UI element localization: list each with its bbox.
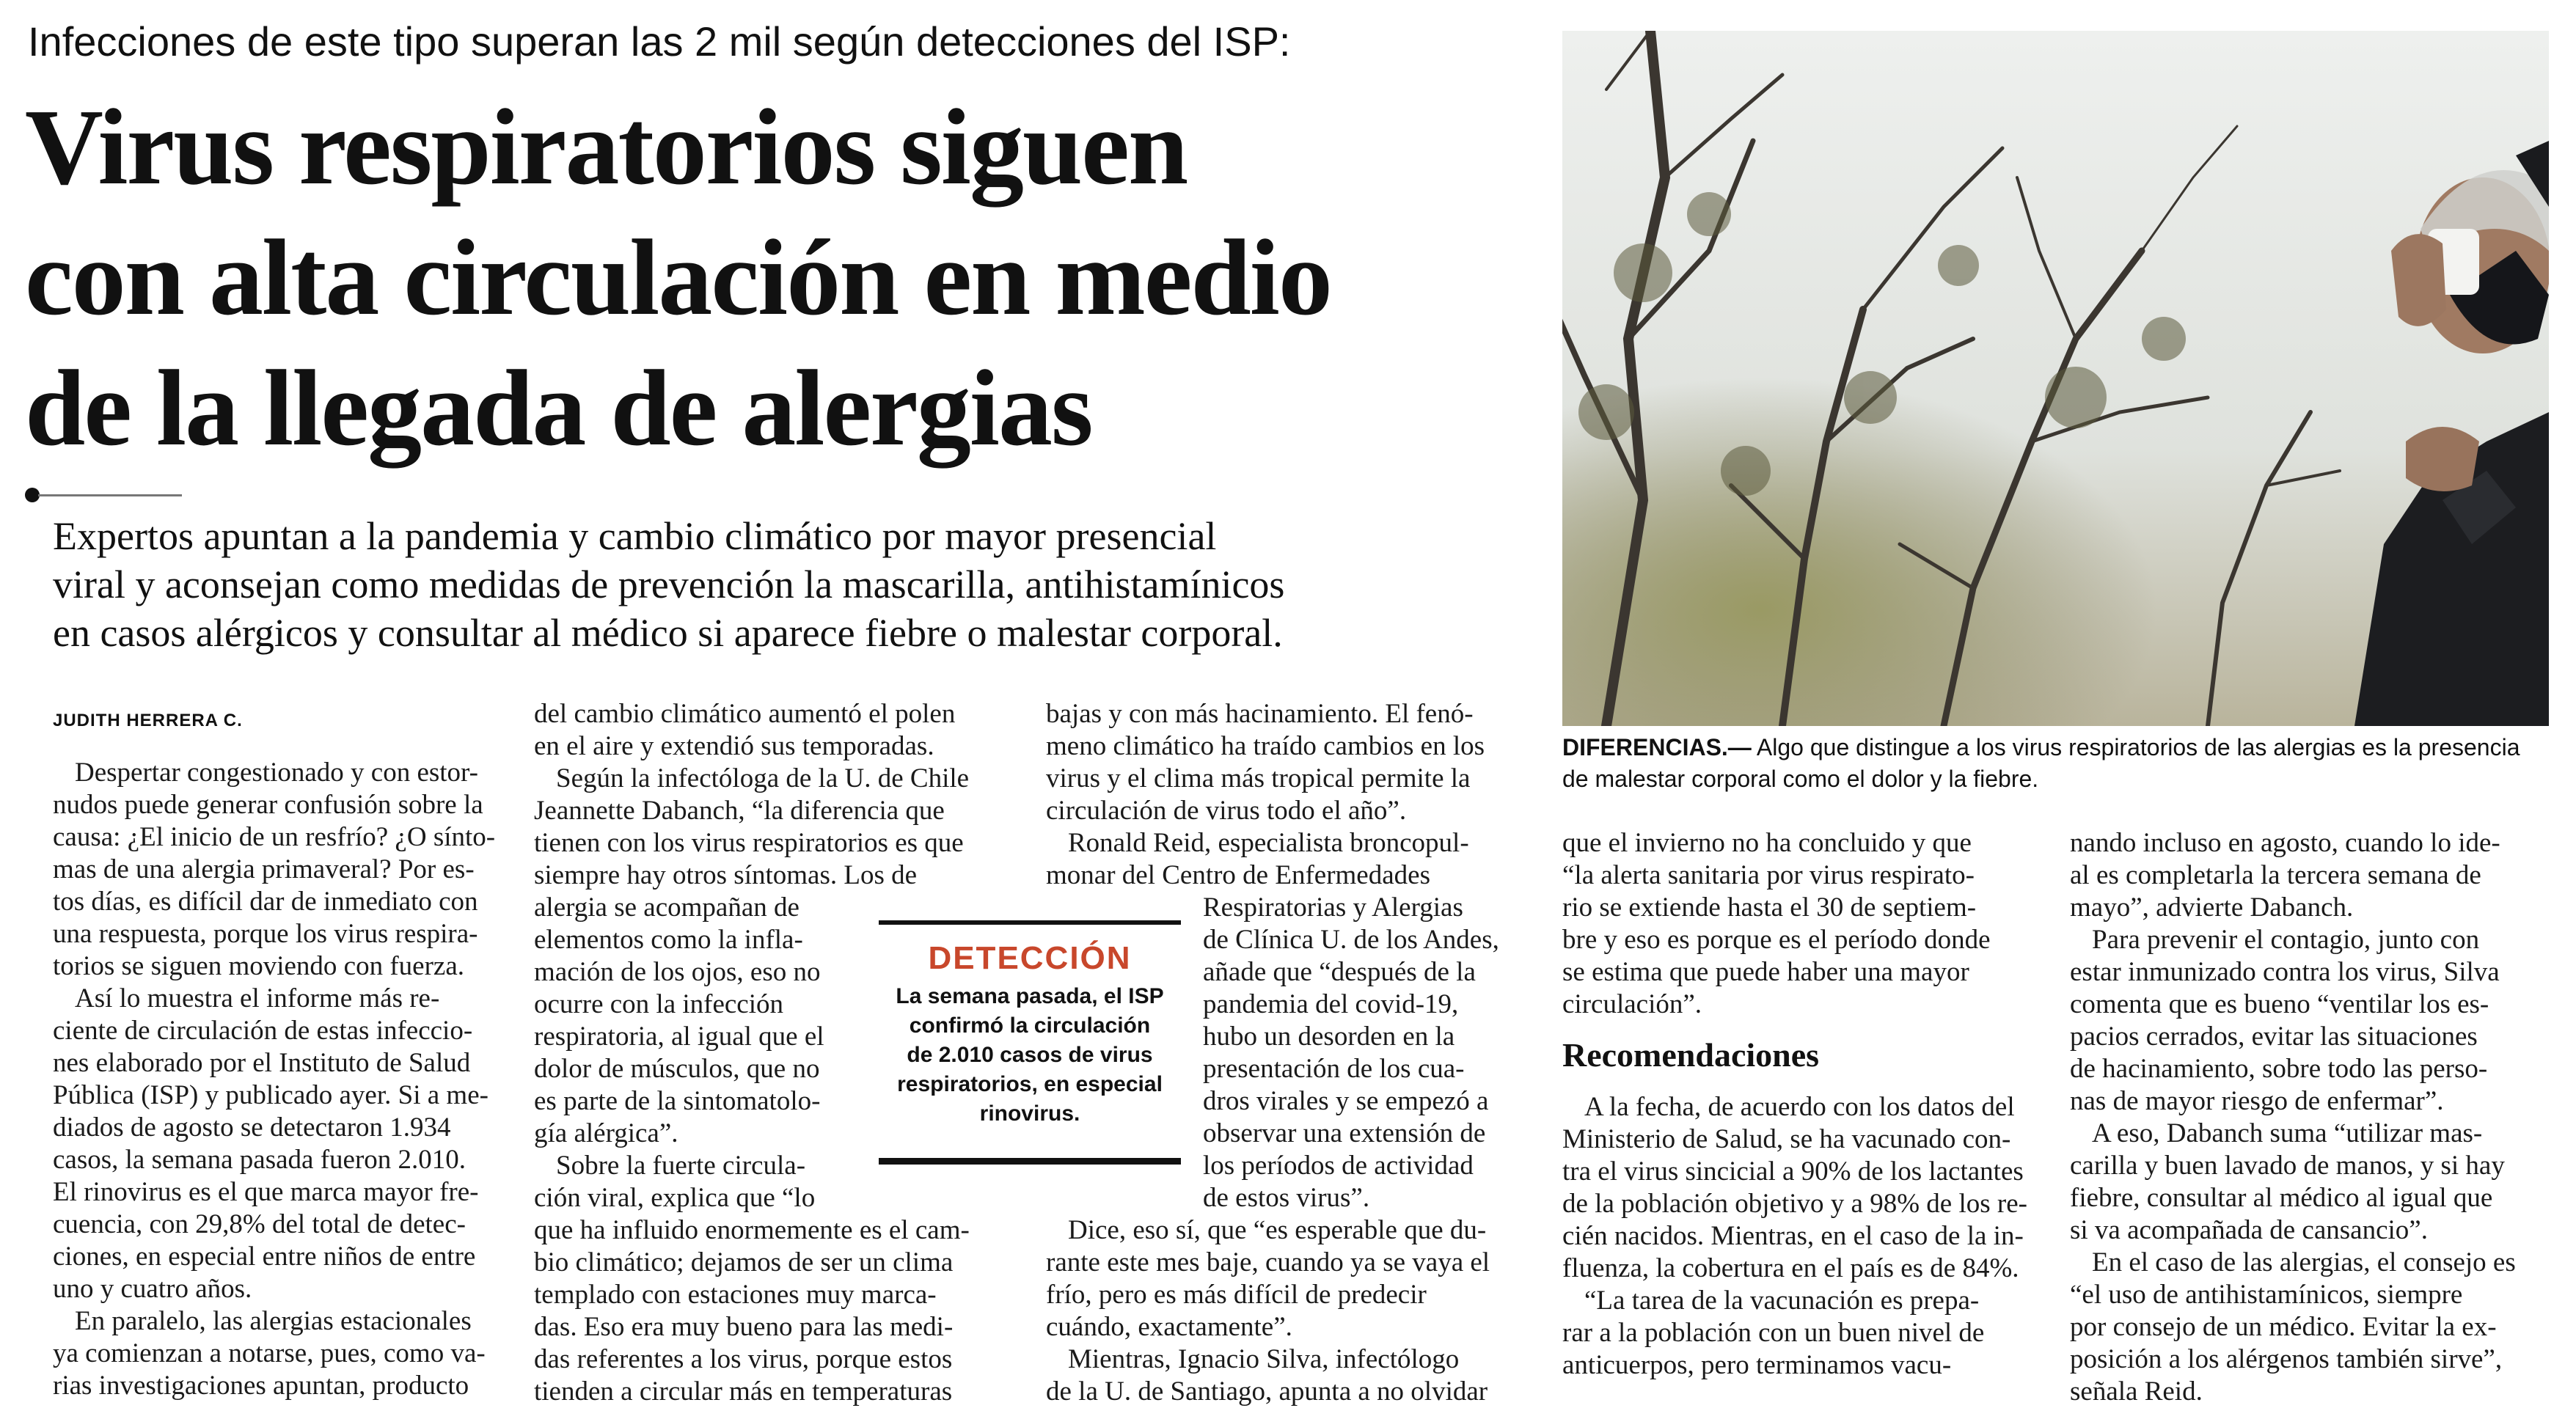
text-line: comenta que es bueno “ventilar los es-	[2070, 989, 2489, 1019]
text-line: de Clínica U. de los Andes,	[1203, 925, 1499, 955]
text-line: cién nacidos. Mientras, en el caso de la in-	[1562, 1221, 2024, 1251]
text-line: templado con estaciones muy marca-	[534, 1280, 937, 1310]
text-line: al es completarla la tercera semana de	[2070, 860, 2481, 890]
sidebar-line: respiratorios, en especial	[897, 1072, 1163, 1096]
text-line: nando incluso en agosto, cuando lo ide-	[2070, 828, 2500, 858]
text-line: bajas y con más hacinamiento. El fenó-	[1046, 699, 1474, 729]
text-line: virus y el clima más tropical permite la	[1046, 763, 1471, 793]
text-line: rante este mes baje, cuando ya se vaya el	[1046, 1247, 1490, 1277]
column-3-bottom	[1046, 1214, 1523, 1408]
photo-illustration	[1562, 31, 2549, 726]
text-line: dros virales y se empezó a	[1203, 1086, 1489, 1116]
column-2-bottom	[534, 1214, 1011, 1408]
text-line: meno climático ha traído cambios en los	[1046, 731, 1485, 761]
column-5	[2070, 827, 2548, 1408]
text-line: Despertar congestionado y con estor-	[75, 758, 478, 788]
column-2-top	[534, 698, 1011, 892]
text-line: añade que “después de la	[1203, 957, 1476, 987]
column-2-mid	[534, 892, 857, 1214]
text-line: Sobre la fuerte circula-	[556, 1151, 806, 1181]
text-line: dolor de músculos, que no	[534, 1054, 820, 1084]
text-line: se estima que puede haber una mayor	[1562, 957, 1969, 987]
text-line: “el uso de antihistamínicos, siempre	[2070, 1280, 2463, 1310]
headline	[25, 82, 1536, 474]
sidebar-line: de 2.010 casos de virus	[907, 1043, 1153, 1067]
kicker: Infecciones de este tipo superan las 2 mil según detecciones del ISP:	[28, 18, 1291, 65]
headline-line-2: con alta circulación en medio	[25, 218, 1331, 338]
text-line: monar del Centro de Enfermedades	[1046, 860, 1430, 890]
text-line: en el aire y extendió sus temporadas.	[534, 731, 934, 761]
headline-line-1: Virus respiratorios siguen	[25, 87, 1188, 208]
caption-label: DIFERENCIAS.—	[1562, 734, 1752, 760]
text-line: Mientras, Ignacio Silva, infectólogo	[1068, 1344, 1460, 1374]
sidebar-line: rinovirus.	[979, 1101, 1080, 1126]
sidebar-title: DETECCIÓN	[928, 940, 1132, 976]
detection-sidebar	[879, 920, 1181, 1165]
text-line: cuencia, con 29,8% del total de detec-	[53, 1209, 466, 1239]
text-line: cuándo, exactamente”.	[1046, 1312, 1292, 1342]
text-line: una respuesta, porque los virus respira-	[53, 919, 478, 949]
caption-line-2: de malestar corporal como el dolor y la fiebre.	[1562, 766, 2039, 792]
text-line: señala Reid.	[2070, 1376, 2203, 1407]
text-line: fluenza, la cobertura en el país es de 84%.	[1562, 1253, 2019, 1283]
separator-line	[38, 494, 182, 496]
text-line: “la alerta sanitaria por virus respirato-	[1562, 860, 1975, 890]
text-line: Dice, eso sí, que “es esperable que du-	[1068, 1215, 1487, 1245]
caption-text-1: Algo que distingue a los virus respiratorios de las alergias es la presencia	[1751, 734, 2520, 760]
text-line: carilla y buen lavado de manos, y si hay	[2070, 1151, 2505, 1181]
text-line: tienen con los virus respiratorios es que	[534, 828, 964, 858]
text-line: de la población objetivo y a 98% de los re-	[1562, 1189, 2027, 1219]
text-line: alergia se acompañan de	[534, 892, 799, 923]
sidebar-text	[879, 982, 1181, 1129]
text-line: estar inmunizado contra los virus, Silva	[2070, 957, 2500, 987]
text-line: ocurre con la infección	[534, 989, 784, 1019]
deck-line-2: viral y aconsejan como medidas de prevención la mascarilla, antihistamínicos	[53, 562, 1285, 606]
text-line: rio se extiende hasta el 30 de septiem-	[1562, 892, 1977, 923]
text-line: de hacinamiento, sobre todo las perso-	[2070, 1054, 2488, 1084]
text-line: bre y eso es porque es el período donde	[1562, 925, 1991, 955]
text-line: nes elaborado por el Instituto de Salud	[53, 1048, 471, 1078]
text-line: ya comienzan a notarse, pues, como va-	[53, 1338, 486, 1368]
column-3-mid	[1203, 892, 1523, 1214]
text-line: que ha influido enormemente es el cam-	[534, 1215, 970, 1245]
photo-caption	[1562, 732, 2549, 795]
text-line: gía alérgica”.	[534, 1118, 678, 1148]
text-line: por consejo de un médico. Evitar la ex-	[2070, 1312, 2497, 1342]
text-line: das referentes a los virus, porque estos	[534, 1344, 953, 1374]
text-line: tra el virus sincicial a 90% de los lactantes	[1562, 1156, 2024, 1187]
text-line: Ronald Reid, especialista broncopul-	[1068, 828, 1469, 858]
text-line: Según la infectóloga de la U. de Chile	[556, 763, 970, 793]
text-line: diados de agosto se detectaron 1.934	[53, 1112, 451, 1143]
column-3-top	[1046, 698, 1523, 892]
text-line: mas de una alergia primaveral? Por es-	[53, 854, 475, 884]
deck	[53, 512, 1527, 657]
text-line: En el caso de las alergias, el consejo es	[2092, 1247, 2516, 1277]
text-line: tos días, es difícil dar de inmediato con	[53, 887, 478, 917]
text-line: de la U. de Santiago, apunta a no olvidar	[1046, 1376, 1488, 1407]
text-line: del cambio climático aumentó el polen	[534, 699, 956, 729]
sidebar-line: confirmó la circulación	[909, 1013, 1151, 1038]
text-line: mación de los ojos, eso no	[534, 957, 821, 987]
text-line: fiebre, consultar al médico al igual que	[2070, 1183, 2493, 1213]
text-line: En paralelo, las alergias estacionales	[75, 1306, 472, 1336]
text-line: bio climático; dejamos de ser un clima	[534, 1247, 954, 1277]
text-line: Jeannette Dabanch, “la diferencia que	[534, 796, 945, 826]
text-line: nas de mayor riesgo de enfermar”.	[2070, 1086, 2444, 1116]
subhead-recomendaciones: Recomendaciones	[1562, 1036, 1820, 1074]
headline-line-3: de la llegada de alergias	[25, 348, 1092, 469]
text-line: frío, pero es más difícil de predecir	[1046, 1280, 1427, 1310]
text-line: pacios cerrados, evitar las situaciones	[2070, 1022, 2478, 1052]
text-line: los períodos de actividad	[1203, 1151, 1474, 1181]
text-line: ción viral, explica que “lo	[534, 1183, 816, 1213]
byline: JUDITH HERRERA C.	[53, 711, 243, 730]
deck-line-3: en casos alérgicos y consultar al médico si aparece fiebre o malestar corporal.	[53, 611, 1283, 655]
text-line: circulación”.	[1562, 989, 1702, 1019]
text-line: casos, la semana pasada fueron 2.010.	[53, 1145, 466, 1175]
text-line: rias investigaciones apuntan, producto	[53, 1371, 469, 1401]
column-4	[1562, 827, 2032, 1382]
text-line: observar una extensión de	[1203, 1118, 1486, 1148]
text-line: tienden a circular más en temperaturas	[534, 1376, 953, 1407]
text-line: torios se siguen moviendo con fuerza.	[53, 951, 465, 981]
sidebar-line: La semana pasada, el ISP	[896, 984, 1164, 1008]
text-line: mayo”, advierte Dabanch.	[2070, 892, 2354, 923]
column-1	[53, 757, 499, 1402]
text-line: Pública (ISP) y publicado ayer. Si a me-	[53, 1080, 489, 1110]
text-line: elementos como la infla-	[534, 925, 803, 955]
text-line: das. Eso era muy bueno para las medi-	[534, 1312, 954, 1342]
text-line: respiratoria, al igual que el	[534, 1022, 824, 1052]
text-line: Así lo muestra el informe más re-	[75, 983, 440, 1013]
separator-dot	[25, 488, 40, 502]
news-photo	[1562, 31, 2549, 726]
text-line: que el invierno no ha concluido y que	[1562, 828, 1972, 858]
text-line: Para prevenir el contagio, junto con	[2092, 925, 2480, 955]
deck-line-1: Expertos apuntan a la pandemia y cambio climático por mayor presencial	[53, 514, 1217, 558]
text-line: anticuerpos, pero terminamos vacu-	[1562, 1350, 1952, 1380]
text-line: de estos virus”.	[1203, 1183, 1370, 1213]
caption-line-1	[1562, 732, 2549, 763]
text-line: siempre hay otros síntomas. Los de	[534, 860, 918, 890]
text-line: pandemia del covid-19,	[1203, 989, 1459, 1019]
text-line: ciones, en especial entre niños de entre	[53, 1242, 476, 1272]
text-line: uno y cuatro años.	[53, 1274, 252, 1304]
text-line: El rinovirus es el que marca mayor fre-	[53, 1177, 479, 1207]
text-line: rar a la población con un buen nivel de	[1562, 1318, 1985, 1348]
text-line: si va acompañada de cansancio”.	[2070, 1215, 2428, 1245]
text-line: presentación de los cua-	[1203, 1054, 1465, 1084]
text-line: “La tarea de la vacunación es prepa-	[1584, 1286, 1980, 1316]
text-line: A eso, Dabanch suma “utilizar mas-	[2092, 1118, 2483, 1148]
text-line: Respiratorias y Alergias	[1203, 892, 1463, 923]
text-line: nudos puede generar confusión sobre la	[53, 790, 483, 820]
text-line: causa: ¿El inicio de un resfrío? ¿O sínto-	[53, 822, 496, 852]
text-line: Ministerio de Salud, se ha vacunado con-	[1562, 1124, 2011, 1154]
text-line: circulación de virus todo el año”.	[1046, 796, 1407, 826]
text-line: posición a los alérgenos también sirve”,	[2070, 1344, 2503, 1374]
text-line: es parte de la sintomatolo-	[534, 1086, 821, 1116]
text-line: A la fecha, de acuerdo con los datos del	[1584, 1092, 2015, 1122]
text-line: hubo un desorden en la	[1203, 1022, 1455, 1052]
text-line: ciente de circulación de estas infeccio-	[53, 1016, 473, 1046]
